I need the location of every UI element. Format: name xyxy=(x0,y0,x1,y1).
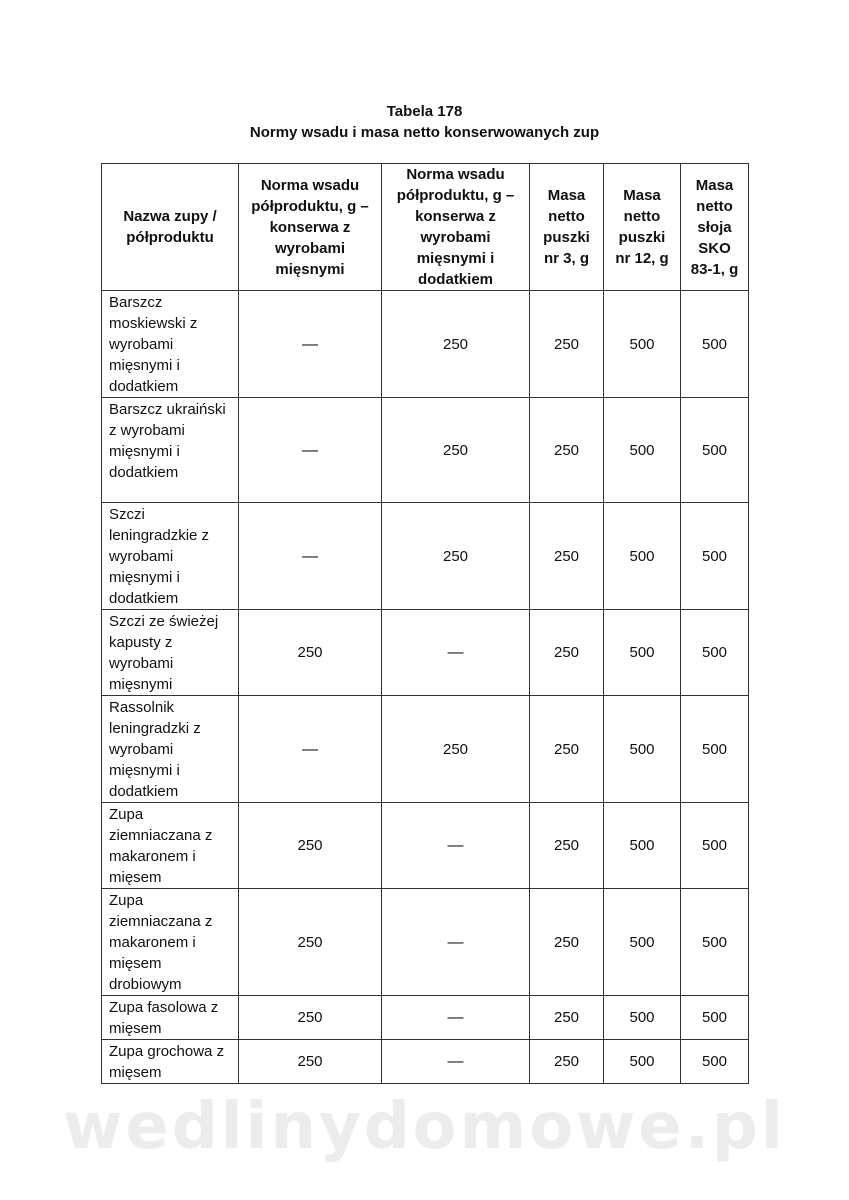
table-row xyxy=(102,610,749,696)
cell-norm-meat-addition: 250 xyxy=(382,291,530,398)
cell-soup-name: Rassolnik leningradzki z wyrobami mięsnymi i dodatkiem xyxy=(102,696,239,803)
cell-norm-meat: — xyxy=(239,696,382,803)
cell-soup-name: Zupa ziemniaczana z makaronem i mięsem xyxy=(102,803,239,889)
cell-norm-meat-addition: 250 xyxy=(382,503,530,610)
cell-net-can-12: 500 xyxy=(604,610,681,696)
cell-net-jar-sko: 500 xyxy=(681,503,749,610)
header-norm-meat-addition: Norma wsadu półproduktu, g – konserwa z wyrobami mięsnymi i dodatkiem xyxy=(382,164,530,291)
cell-net-jar-sko: 500 xyxy=(681,889,749,996)
cell-net-jar-sko: 500 xyxy=(681,996,749,1040)
cell-net-can-3: 250 xyxy=(530,1040,604,1084)
header-soup-name: Nazwa zupy / półproduktu xyxy=(102,164,239,291)
table-row xyxy=(102,889,749,996)
table-row xyxy=(102,291,749,398)
cell-soup-name: Zupa fasolowa z mięsem xyxy=(102,996,239,1040)
cell-net-can-3: 250 xyxy=(530,803,604,889)
cell-soup-name: Barszcz ukraiński z wyrobami mięsnymi i dodatkiem xyxy=(102,398,239,503)
cell-net-can-3: 250 xyxy=(530,610,604,696)
table-row xyxy=(102,996,749,1040)
cell-norm-meat: 250 xyxy=(239,889,382,996)
table-caption xyxy=(0,101,849,143)
cell-net-can-3: 250 xyxy=(530,889,604,996)
cell-norm-meat-addition: — xyxy=(382,996,530,1040)
cell-net-can-12: 500 xyxy=(604,398,681,503)
cell-norm-meat-addition: — xyxy=(382,803,530,889)
table-row xyxy=(102,803,749,889)
cell-norm-meat: 250 xyxy=(239,1040,382,1084)
cell-net-can-12: 500 xyxy=(604,503,681,610)
site-watermark: wedlinydomowe.pl xyxy=(63,1090,786,1164)
cell-norm-meat: 250 xyxy=(239,996,382,1040)
header-net-can-3: Masa netto puszki nr 3, g xyxy=(530,164,604,291)
cell-soup-name: Szczi ze świeżej kapusty z wyrobami mięsnymi xyxy=(102,610,239,696)
cell-norm-meat: 250 xyxy=(239,803,382,889)
table-row xyxy=(102,696,749,803)
cell-soup-name: Szczi leningradzkie z wyrobami mięsnymi i dodatkiem xyxy=(102,503,239,610)
table-row xyxy=(102,503,749,610)
cell-net-can-12: 500 xyxy=(604,291,681,398)
header-row xyxy=(102,164,749,291)
cell-net-can-12: 500 xyxy=(604,889,681,996)
cell-net-can-3: 250 xyxy=(530,996,604,1040)
table-row xyxy=(102,398,749,503)
header-norm-meat: Norma wsadu półproduktu, g – konserwa z wyrobami mięsnymi xyxy=(239,164,382,291)
cell-net-jar-sko: 500 xyxy=(681,803,749,889)
cell-norm-meat-addition: 250 xyxy=(382,696,530,803)
cell-norm-meat: — xyxy=(239,398,382,503)
cell-net-jar-sko: 500 xyxy=(681,696,749,803)
cell-soup-name: Barszcz moskiewski z wyrobami mięsnymi i dodatkiem xyxy=(102,291,239,398)
cell-net-can-3: 250 xyxy=(530,503,604,610)
cell-net-jar-sko: 500 xyxy=(681,398,749,503)
cell-norm-meat: — xyxy=(239,503,382,610)
cell-norm-meat-addition: — xyxy=(382,1040,530,1084)
cell-norm-meat-addition: — xyxy=(382,889,530,996)
header-net-can-12: Masa netto puszki nr 12, g xyxy=(604,164,681,291)
cell-net-can-12: 500 xyxy=(604,803,681,889)
cell-net-jar-sko: 500 xyxy=(681,291,749,398)
cell-net-can-12: 500 xyxy=(604,996,681,1040)
table-row xyxy=(102,1040,749,1084)
cell-net-can-12: 500 xyxy=(604,696,681,803)
cell-norm-meat-addition: — xyxy=(382,610,530,696)
header-net-jar-sko: Masa netto słoja SKO 83-1, g xyxy=(681,164,749,291)
cell-norm-meat: 250 xyxy=(239,610,382,696)
soup-norms-table xyxy=(101,163,749,1084)
cell-norm-meat: — xyxy=(239,291,382,398)
cell-net-can-12: 500 xyxy=(604,1040,681,1084)
cell-soup-name: Zupa ziemniaczana z makaronem i mięsem drobiowym xyxy=(102,889,239,996)
cell-net-jar-sko: 500 xyxy=(681,610,749,696)
table-number: Tabela 178 xyxy=(386,103,463,120)
cell-net-can-3: 250 xyxy=(530,291,604,398)
table-title: Normy wsadu i masa netto konserwowanych zup xyxy=(249,124,600,141)
cell-norm-meat-addition: 250 xyxy=(382,398,530,503)
cell-net-can-3: 250 xyxy=(530,398,604,503)
cell-net-jar-sko: 500 xyxy=(681,1040,749,1084)
cell-soup-name: Zupa grochowa z mięsem xyxy=(102,1040,239,1084)
cell-net-can-3: 250 xyxy=(530,696,604,803)
